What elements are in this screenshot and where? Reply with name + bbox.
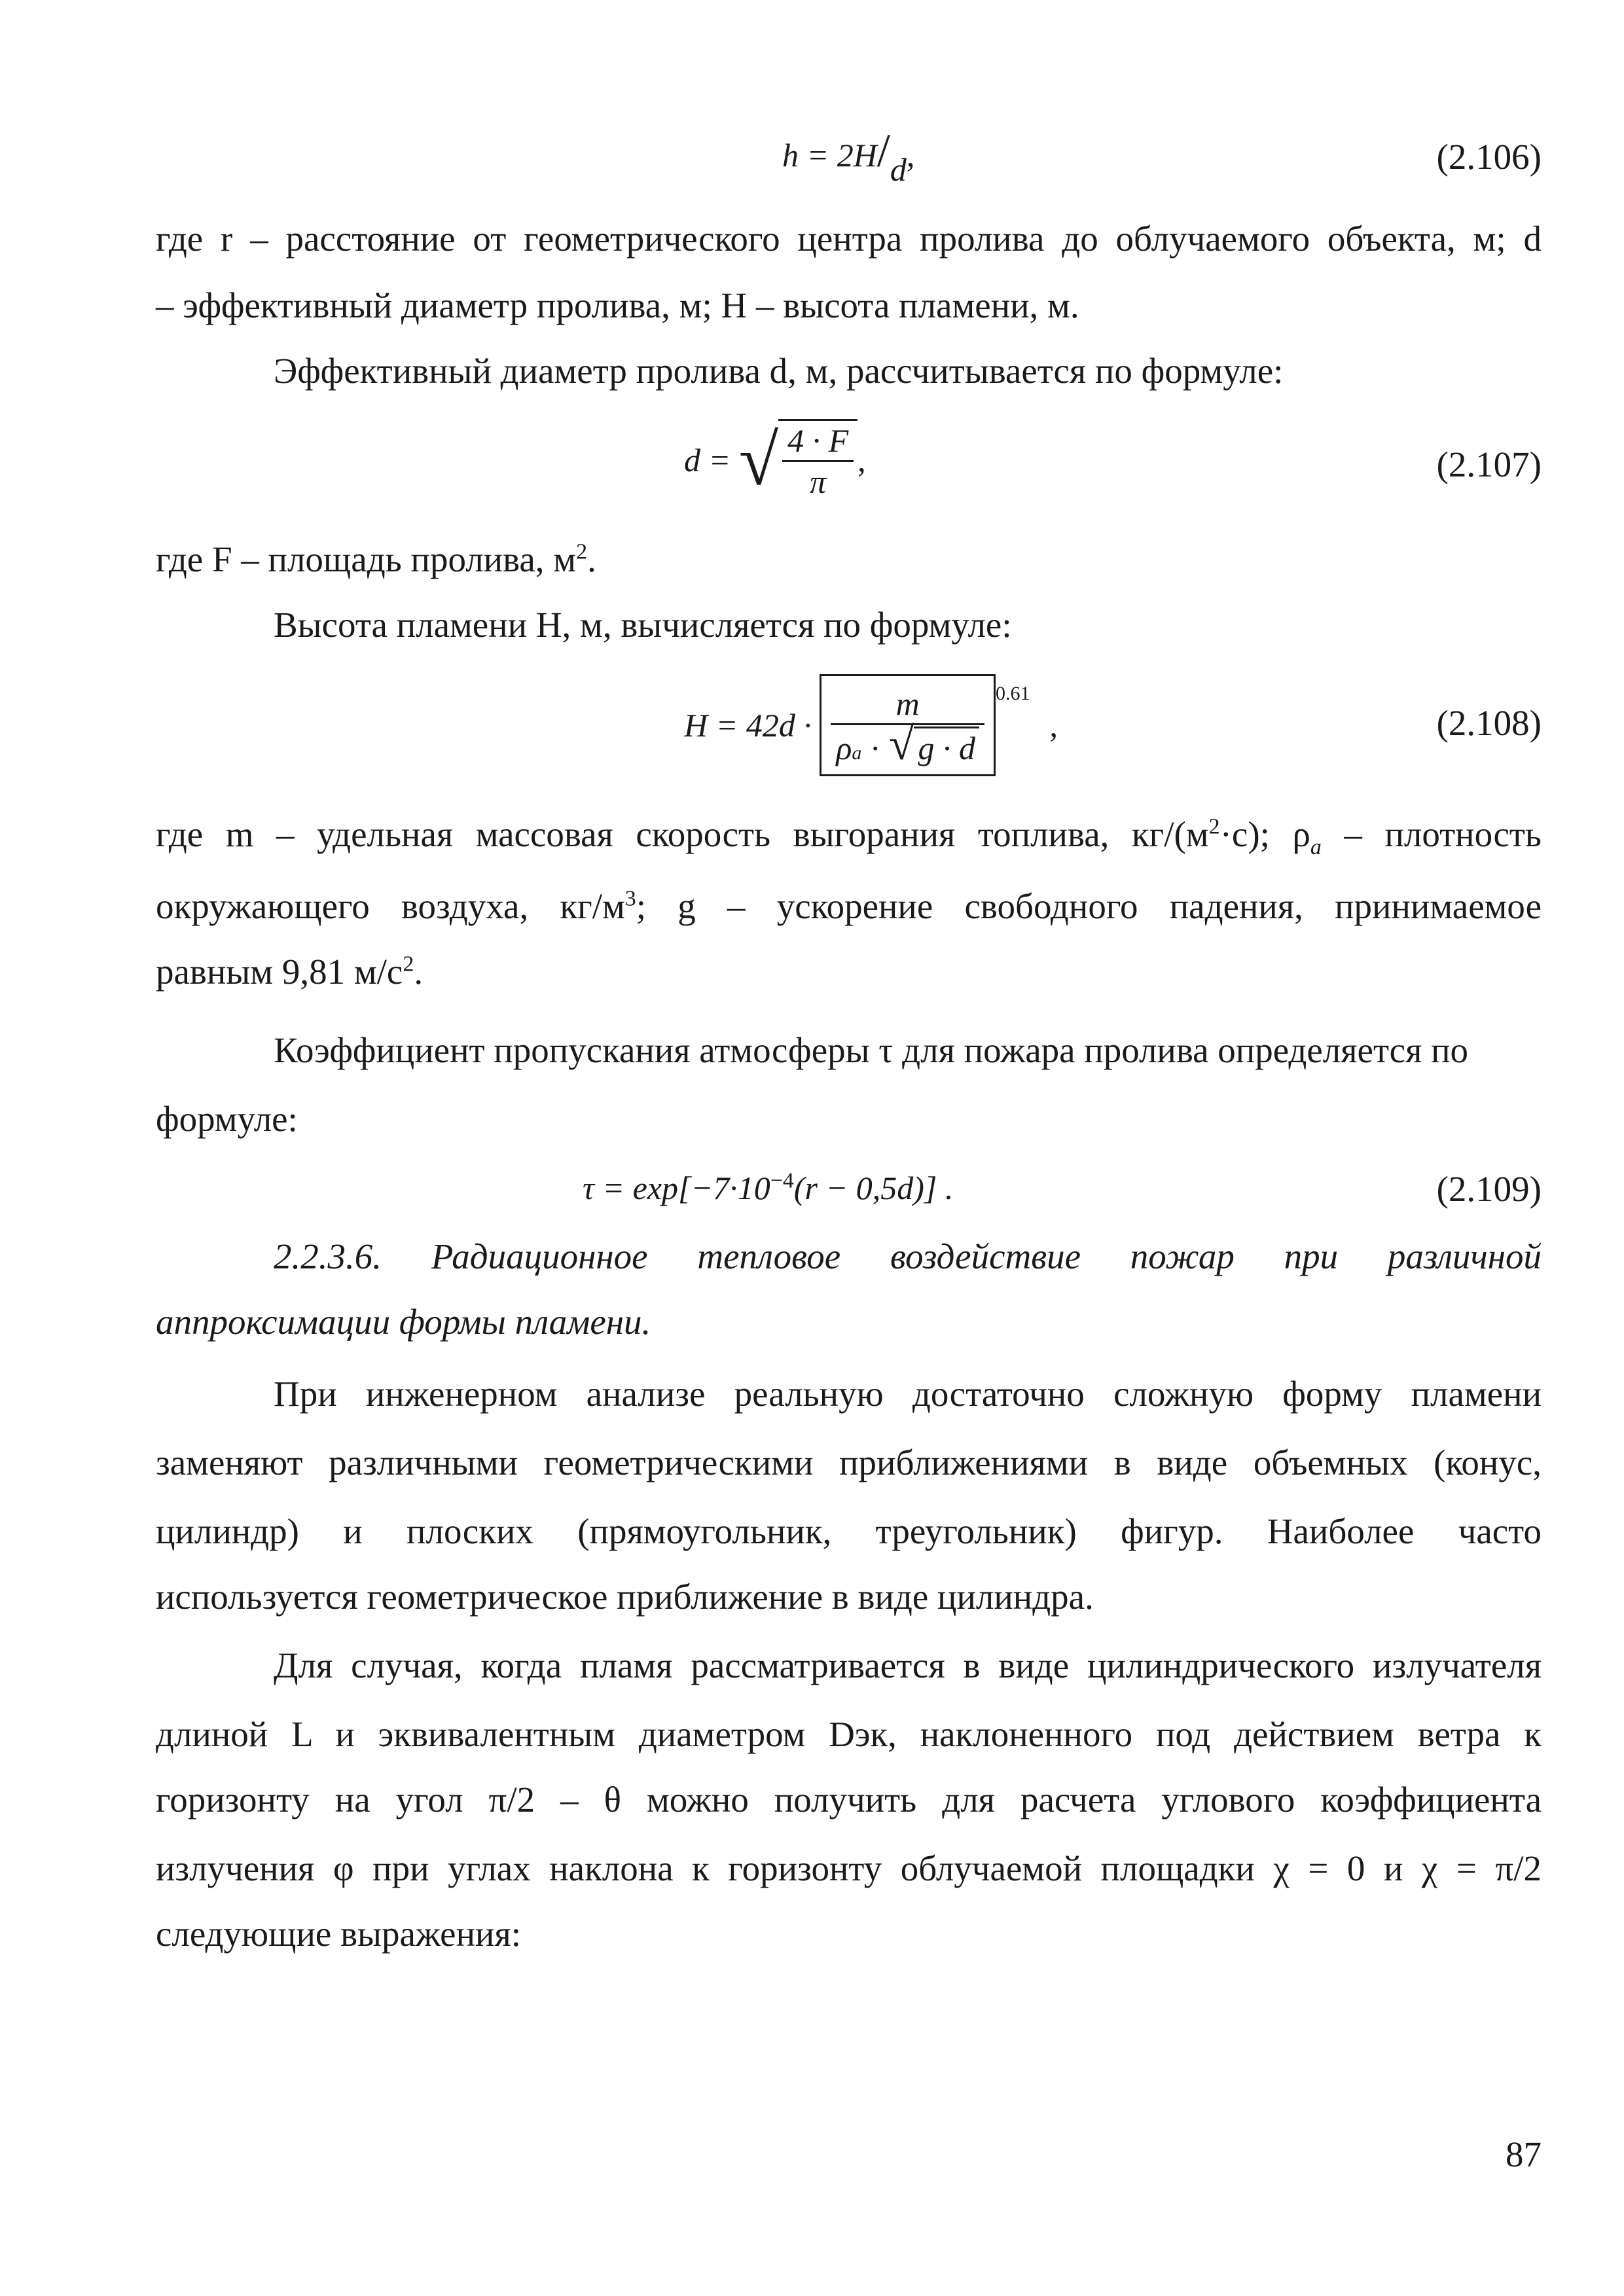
paragraph-8-line-3: горизонту на угол π/2 – θ можно получить для расчета углового коэффициента	[156, 1780, 1542, 1820]
p5-l1c: – плотность	[1321, 814, 1542, 854]
paragraph-7-line-2: заменяют различными геометрическими приближениями в виде объемных (конус,	[156, 1443, 1542, 1482]
eq107-denominator: π	[810, 463, 827, 500]
eq108-denominator: ρa · √ g · d	[831, 725, 984, 773]
paragraph-8-line-5: следующие выражения:	[156, 1914, 522, 1954]
equation-2-106: h = 2H/d,	[782, 124, 915, 188]
eq108-dot: ·	[861, 730, 890, 766]
paragraph-4: Высота пламени H, м, вычисляется по формуле:	[274, 605, 1012, 645]
eq108-rho-sub: a	[852, 742, 862, 764]
paragraph-7-line-3: цилиндр) и плоских (прямоугольник, треугольник) фигур. Наиболее часто	[156, 1511, 1542, 1551]
eq109-part-a: τ = exp[−7·10	[583, 1170, 770, 1206]
paragraph-3-text: где F – площадь пролива, м	[156, 539, 577, 579]
page-number: 87	[1506, 2134, 1542, 2174]
eq107-radicand	[778, 419, 857, 501]
paragraph-7-line-4: используется геометрическое приближение в виде цилиндра.	[156, 1577, 1094, 1617]
paragraph-5-line-2	[156, 884, 1542, 929]
eq106-lhs: h = 2H	[782, 137, 877, 173]
paragraph-6-line-1: Коэффициент пропускания атмосферы τ для пожара пролива определяется по	[274, 1030, 1469, 1070]
eq-number-2-107: (2.107)	[1436, 444, 1542, 484]
eq107-numerator: 4 · F	[782, 421, 854, 462]
eq106-den: d	[890, 151, 907, 188]
p5-l1a: где m – удельная массовая скорость выгорания топлива, кг/(м	[156, 814, 1209, 854]
eq108-sqrt: g · d	[914, 726, 979, 768]
equation-2-107: d = √ $\frac{4 \cdot F}{\pi}$ ,	[684, 420, 866, 500]
paragraph-5-line-3	[156, 949, 423, 995]
paragraph-3	[156, 537, 596, 583]
eq107-tail: ,	[857, 442, 866, 478]
paragraph-5-line-1	[156, 812, 1542, 870]
paragraph-1-line-2: – эффективный диаметр пролива, м; H – высота пламени, м.	[156, 285, 1079, 325]
eq106-tail: ,	[906, 137, 915, 173]
p5-l1sup: 2	[1208, 814, 1220, 839]
paragraph-7-line-1: При инженерном анализе реальную достаточно сложную форму пламени	[274, 1374, 1542, 1414]
p5-l3a: равным 9,81 м/с	[156, 952, 403, 992]
p5-l1b: ·с); ρ	[1219, 814, 1310, 854]
eq109-part-b: (r − 0,5d)] .	[793, 1170, 954, 1206]
eq108-bracket	[820, 674, 996, 776]
paragraph-6-line-2: формуле:	[156, 1099, 298, 1139]
paragraph-3-sup: 2	[576, 539, 588, 564]
p5-l2sup: 3	[624, 886, 636, 911]
eq108-lhs: H = 42d ·	[684, 707, 812, 744]
eq108-exponent: 0.61	[995, 683, 1030, 704]
p5-l2a: окружающего воздуха, кг/м	[156, 886, 625, 926]
p5-l1sub: a	[1310, 835, 1322, 859]
p5-l3sup: 2	[403, 952, 414, 977]
eq108-numerator: m	[831, 684, 984, 725]
eq108-rho: ρ	[836, 730, 852, 766]
paragraph-8-line-1: Для случая, когда пламя рассматривается в виде цилиндрического излучателя	[274, 1645, 1542, 1685]
paragraph-8-line-4: излучения φ при углах наклона к горизонту облучаемой площадки χ = 0 и χ = π/2	[156, 1848, 1542, 1888]
section-heading-line-2: аппроксимации формы пламени.	[156, 1302, 651, 1342]
paragraph-8-line-2: длиной L и эквивалентным диаметром Dэк, наклоненного под действием ветра к	[156, 1714, 1542, 1754]
eq107-lhs: d =	[684, 442, 731, 478]
paragraph-1-line-1: где r – расстояние от геометрического центра пролива до облучаемого объекта, м; d	[156, 219, 1542, 259]
eq-number-2-109: (2.109)	[1436, 1169, 1542, 1209]
eq-number-2-106: (2.106)	[1436, 137, 1542, 177]
eq-number-2-108: (2.108)	[1436, 703, 1542, 743]
eq108-tail: ,	[1049, 707, 1058, 744]
equation-2-108	[684, 674, 1058, 776]
section-heading-line-1: 2.2.3.6. Радиационное тепловое воздействие пожар при различной	[274, 1236, 1542, 1276]
p5-l3b: .	[414, 952, 424, 992]
p5-l2b: ; g – ускорение свободного падения, принимаемое	[636, 886, 1542, 926]
equation-2-109	[583, 1168, 953, 1208]
eq109-exponent: −4	[770, 1168, 794, 1193]
paragraph-3-end: .	[587, 539, 596, 579]
paragraph-2: Эффективный диаметр пролива d, м, рассчитывается по формуле:	[274, 351, 1284, 391]
